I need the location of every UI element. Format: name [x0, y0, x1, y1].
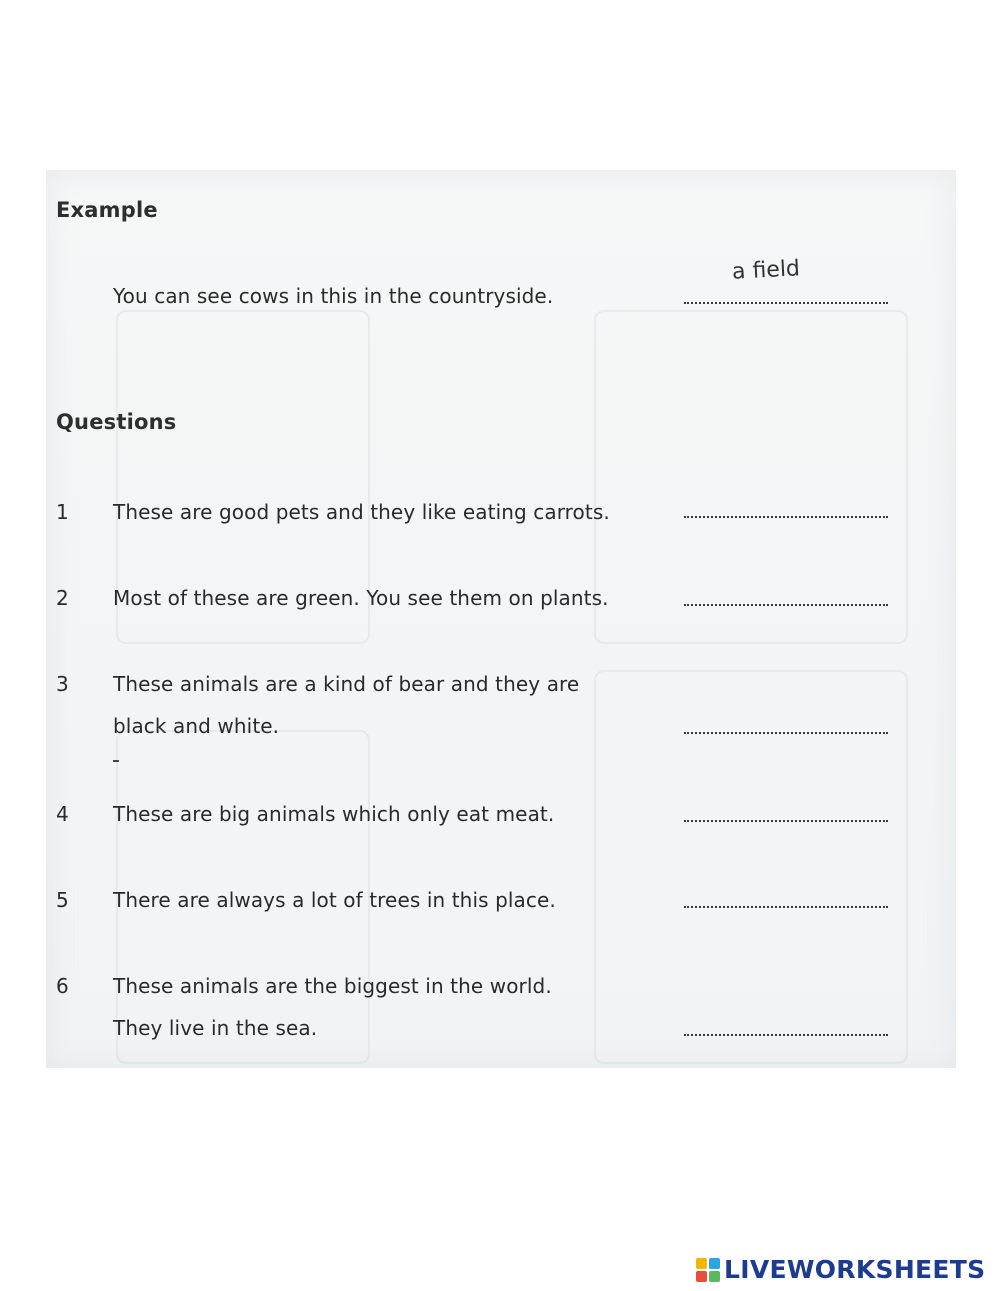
- logo-tile: [696, 1258, 707, 1269]
- answer-input-2[interactable]: [684, 604, 888, 606]
- answer-input-3[interactable]: [684, 732, 888, 734]
- example-answer-line: [684, 302, 888, 304]
- logo-tile: [709, 1271, 720, 1282]
- liveworksheets-brand: [696, 1255, 985, 1284]
- question-number: 5: [56, 888, 69, 912]
- logo-tile: [696, 1271, 707, 1282]
- example-text: You can see cows in this in the countryside.: [113, 284, 554, 308]
- question-number: 4: [56, 802, 69, 826]
- liveworksheets-logo-icon: [696, 1258, 720, 1282]
- answer-input-1[interactable]: [684, 516, 888, 518]
- question-text: There are always a lot of trees in this place.: [113, 888, 556, 912]
- question-number: 6: [56, 974, 69, 998]
- question-number: 1: [56, 500, 69, 524]
- brand-name: LIVEWORKSHEETS: [724, 1255, 986, 1284]
- question-text: These are good pets and they like eating carrots.: [113, 500, 610, 524]
- question-text-continued: They live in the sea.: [113, 1016, 318, 1040]
- question-text: These animals are the biggest in the world.: [113, 974, 552, 998]
- example-heading: Example: [56, 198, 158, 222]
- answer-input-6[interactable]: [684, 1034, 888, 1036]
- question-text: Most of these are green. You see them on plants.: [113, 586, 609, 610]
- question-number: 2: [56, 586, 69, 610]
- answer-input-5[interactable]: [684, 906, 888, 908]
- logo-tile: [709, 1258, 720, 1269]
- example-answer: a field: [731, 256, 801, 285]
- faded-picture-frame: [594, 310, 908, 644]
- questions-heading: Questions: [56, 410, 177, 434]
- answer-input-4[interactable]: [684, 820, 888, 822]
- stray-mark: [113, 760, 119, 762]
- question-text-continued: black and white.: [113, 714, 280, 738]
- question-text: These animals are a kind of bear and they are: [113, 672, 580, 696]
- question-text: These are big animals which only eat meat.: [113, 802, 555, 826]
- faded-picture-frame: [594, 670, 908, 1064]
- question-number: 3: [56, 672, 69, 696]
